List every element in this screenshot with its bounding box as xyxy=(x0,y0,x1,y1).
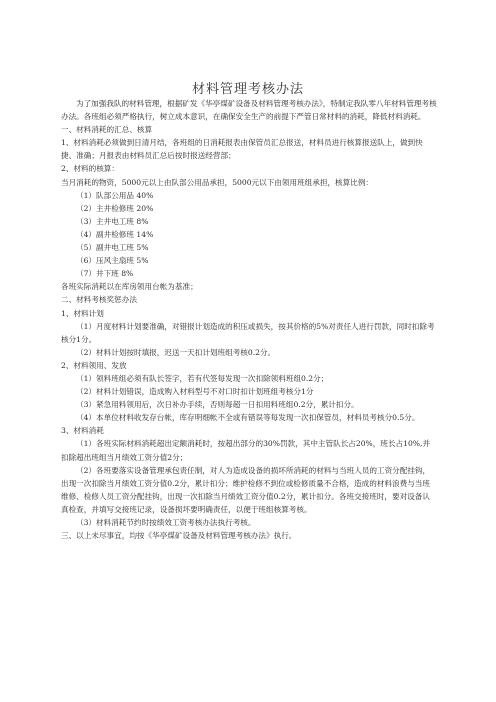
intro-paragraph: 为了加强我队的材料管理，根据矿发《华亭煤矿设备及材料管理考核办法》，特制定我队零八年材料管理考核办法。各班组必须严格执行，树立成本意识，在确保安全生产的前提下严管日常材料的消耗，降低材料消耗。 xyxy=(61,99,437,122)
section-1-item-2: 2、材料的核算： xyxy=(61,164,119,174)
section-2-sub-2-item-1: （1）领料班组必须有队长签字，若有代签每发现一次扣除领料班组0.2分； xyxy=(76,373,329,383)
section-3: 三、以上未尽事宜，均按《华亭煤矿设备及材料管理考核办法》执行。 xyxy=(61,531,297,541)
ratio-item: （7）井下班 8% xyxy=(76,269,134,279)
ratio-item: （3）主井电工班 8% xyxy=(76,216,149,226)
section-2-sub-3-item-3: （3）材料消耗节约时按绩效工资考核办法执行考核。 xyxy=(76,518,256,527)
section-1-item-1: 1、材料消耗必须做到日清月结，各班组的日消耗报表由保管员汇总报送，材料员进行核算报送队上，做到快捷、准确；月报表由材料员汇总后按时报送经营部； xyxy=(61,138,423,161)
section-2-heading: 二、材料考核奖惩办法 xyxy=(61,295,137,305)
section-1-basis: 各班实际消耗以在库房领用台帐为基准； xyxy=(61,282,198,292)
document-title: 材料管理考核办法 xyxy=(191,82,304,97)
section-2-sub-3-item-1: （1）各班实际材料消耗超出定额消耗时，按超出部分的30%罚款，其中主管队长占20%，班长占10%,并扣除超出班组当月绩效工资分值2分； xyxy=(61,439,431,462)
ratio-item: （5）副井电工班 5% xyxy=(76,243,149,253)
section-2-sub-2-item-3: （3）紧急用料领用后，次日补办手续，否则每超一日扣用料班组0.2分，累计扣分。 xyxy=(76,400,359,410)
document-body xyxy=(61,97,437,542)
section-1-heading: 一、材料消耗的汇总、核算 xyxy=(61,125,153,135)
section-1-item-2-desc: 当月消耗的物资，5000元以上由队部公用品承担，5000元以下由领用班组承担，核算比例： xyxy=(61,177,374,187)
ratio-item: （2）主井检修班 20% xyxy=(76,203,154,213)
section-2-sub-1: 1、材料计划 xyxy=(61,308,104,318)
ratio-item: （1）队部公用品 40% xyxy=(76,190,154,200)
section-2-sub-3: 3、材料消耗 xyxy=(61,426,104,436)
ratio-item: （6）压风主扇班 5% xyxy=(76,256,149,266)
section-2-sub-2-item-2: （2）材料计划错误，造成购入材料型号不对口时扣计划班组考核分1分 xyxy=(76,387,314,397)
section-2-sub-3-item-2: （2）各班要落实设备管理承包责任制，对人为造成设备的损坏所消耗的材料与当班人员的工资分配挂钩，出现一次扣除当月绩效工资分值0.2分，累计扣分；维护检修不到位或检修质量不合格，造成的材料浪费与当班维修、检修人员工资分配挂钩，出现一次扣除当月绩效工资分值0.2分，累计扣分。各班交接班时，要对设备认真检查，并填写交接班记录，设备损坏要明确责任，以便于班组核算考核。 xyxy=(61,465,431,514)
section-2-sub-2: 2、材料领用、发放 xyxy=(61,360,127,370)
section-2-sub-1-item-2: （2）材料计划按时填报，迟送一天扣计划班组考核0.2分。 xyxy=(76,347,276,357)
ratio-item: （4）副井检修班 14% xyxy=(76,229,154,239)
section-2-sub-2-item-4: （4）本单位材料收发存台帐，库存明细帐不全或有错误等每发现一次扣保管员，材料员考核分0.5分。 xyxy=(76,413,420,423)
section-2-sub-1-item-1: （1）月度材料计划要准确，对错报计划造成的积压或损失，按其价格的5%对责任人进行罚款，同时扣除考核分1分。 xyxy=(61,321,435,344)
